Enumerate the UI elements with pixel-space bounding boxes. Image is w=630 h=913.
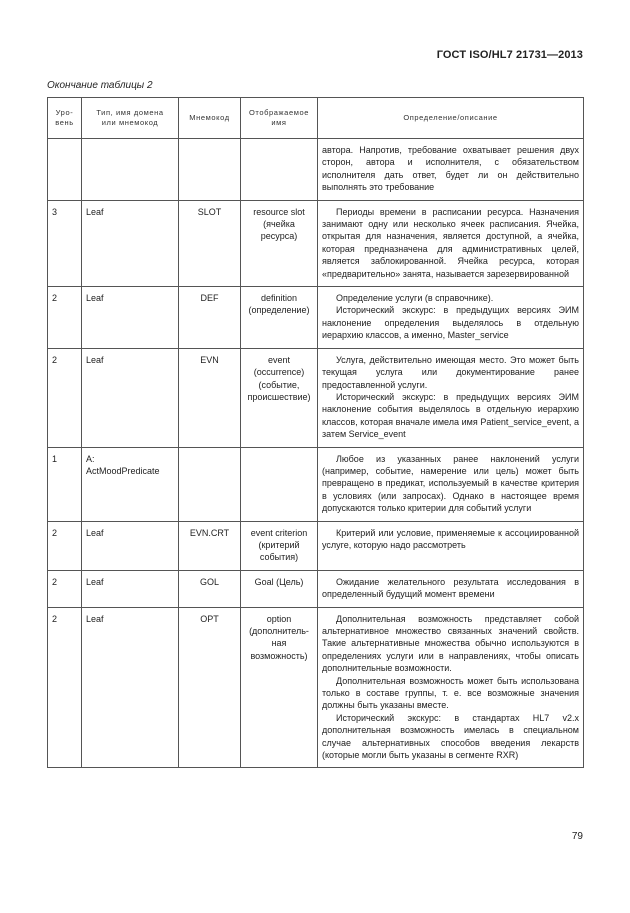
display-name-cell	[241, 607, 318, 768]
display-name-line: (критерий	[258, 539, 300, 550]
definition-paragraph: Ожидание желательного результата исследования в определенный будущий момент времени	[322, 576, 579, 600]
display-name-cell	[241, 348, 318, 447]
level-cell: 2	[48, 521, 82, 570]
table-body	[48, 139, 584, 768]
definition-cell	[318, 570, 584, 607]
level-cell: 2	[48, 348, 82, 447]
definition-cell	[318, 287, 584, 349]
type-cell: A: ActMoodPredicate	[82, 447, 179, 521]
type-cell: Leaf	[82, 200, 179, 286]
level-cell	[48, 139, 82, 201]
definition-cell	[318, 348, 584, 447]
standard-header: ГОСТ ISO/HL7 21731—2013	[436, 49, 583, 61]
mnemonic-cell: GOL	[179, 570, 241, 607]
mnemonic-cell: DEF	[179, 287, 241, 349]
definition-paragraph: Определение услуги (в справочнике).	[336, 293, 494, 304]
header-level: Уро- вень	[48, 98, 82, 139]
mnemonic-cell	[179, 447, 241, 521]
header-mnemonic: Мнемокод	[179, 98, 241, 139]
table-header-row	[48, 98, 584, 139]
definition-paragraph: Дополнительная возможность представляет собой альтернативное множество связанных значений свойств. Такие альтернативные множества обычно используются в определениях услуги или в направлениях, чтобы описать дополнительные возможности.	[322, 613, 579, 674]
definition-paragraph: Дополнительная возможность может быть использована только в составе группы, т. е. все возможные значения должны быть указаны вместе.	[322, 675, 579, 711]
display-name-line: события)	[259, 552, 299, 563]
display-name-line: возможность)	[250, 650, 308, 661]
definition-paragraph: Периоды времени в расписании ресурса. Назначения занимают одну или несколько ячеек расписания. Ячейка, открытая для назначения, является доступной, а ячейка, которая предназначена для административных целей, является заблокированной. Ячейка ресурса, которая «предварительно» занята, называется зарезервированной	[322, 206, 579, 279]
mnemonic-cell: OPT	[179, 607, 241, 768]
mnemonic-cell: EVN	[179, 348, 241, 447]
table-row	[48, 447, 584, 521]
table-row	[48, 521, 584, 570]
page-number: 79	[571, 831, 583, 842]
table-row	[48, 607, 584, 768]
level-cell: 2	[48, 607, 82, 768]
table-row	[48, 287, 584, 349]
display-name-line: (событие,	[258, 379, 300, 390]
table-row	[48, 570, 584, 607]
definition-paragraph: Исторический экскурс: в предыдущих версиях ЭИМ наклонение определения выделялось в отдельную иерархию классов, а именно, Master_service	[322, 305, 579, 341]
display-name-line: event	[267, 354, 291, 365]
definition-cell	[318, 447, 584, 521]
display-name-line: resource slot	[253, 206, 305, 217]
display-name-line: (ячейка	[263, 219, 295, 230]
type-cell	[82, 139, 179, 201]
display-name-line: (определение)	[248, 305, 310, 316]
display-name-cell	[241, 570, 318, 607]
level-cell: 3	[48, 200, 82, 286]
header-definition: Определение/описание	[318, 98, 584, 139]
display-name-line: происшествие)	[247, 391, 311, 402]
definition-paragraph: Услуга, действительно имеющая место. Это может быть текущая услуга или документирование ранее предоставленной услуги.	[322, 354, 579, 390]
definition-cell	[318, 607, 584, 768]
type-cell: Leaf	[82, 570, 179, 607]
display-name-line: (occurrence)	[253, 367, 305, 378]
level-cell: 2	[48, 570, 82, 607]
display-name-cell	[241, 447, 318, 521]
mnemonic-cell	[179, 139, 241, 201]
display-name-cell	[241, 521, 318, 570]
table-row	[48, 348, 584, 447]
type-cell: Leaf	[82, 287, 179, 349]
display-name-cell	[241, 139, 318, 201]
definition-cell	[318, 139, 584, 201]
display-name-line: definition	[260, 293, 298, 304]
type-cell: Leaf	[82, 607, 179, 768]
mnemonic-cell: EVN.CRT	[179, 521, 241, 570]
type-cell: Leaf	[82, 521, 179, 570]
header-display-name: Отображаемое имя	[241, 98, 318, 139]
definition-paragraph: Любое из указанных ранее наклонений услуги (например, событие, намерение или цель) может быть превращено в предикат, используемый в качестве критерия в условиях (или запросах). Однако в настоящее время допускаются только критерии для событий услуги	[322, 453, 579, 514]
definition-paragraph: Исторический экскурс: в стандартах HL7 v2.x дополнительная возможность имелась в специальном случае альтернативных способов введения лекарств (которые могли быть указаны в сегменте RXR)	[322, 712, 579, 761]
display-name-line: event criterion	[250, 527, 308, 538]
display-name-line: ная	[271, 638, 287, 649]
display-name-line: ресурса)	[260, 231, 298, 242]
definition-paragraph: Исторический экскурс: в предыдущих версиях ЭИМ наклонение события выделялось в отдельную иерархию классов, которая вначале имела имя Patient_service_event, а затем Service_event	[322, 391, 579, 440]
display-name-cell	[241, 200, 318, 286]
type-cell: Leaf	[82, 348, 179, 447]
definitions-table	[47, 97, 584, 768]
definition-cell	[318, 200, 584, 286]
table-caption: Окончание таблицы 2	[47, 80, 153, 91]
level-cell: 2	[48, 287, 82, 349]
table-row	[48, 200, 584, 286]
display-name-line: option	[266, 613, 292, 624]
definition-paragraph: автора. Напротив, требование охватывает решения двух сторон, автора и исполнителя, с обязательством исполнителя дать ответ, будет ли он действительно выполнять это требование	[322, 145, 579, 193]
level-cell: 1	[48, 447, 82, 521]
definition-cell	[318, 521, 584, 570]
table-row	[48, 139, 584, 201]
definition-paragraph: Критерий или условие, применяемые к ассоциированной услуге, которую надо рассмотреть	[322, 527, 579, 550]
display-name-line: Goal (Цель)	[254, 576, 304, 587]
header-type: Тип, имя домена или мнемокод	[82, 98, 179, 139]
mnemonic-cell: SLOT	[179, 200, 241, 286]
display-name-cell	[241, 287, 318, 349]
display-name-line: (дополнитель-	[249, 626, 309, 636]
